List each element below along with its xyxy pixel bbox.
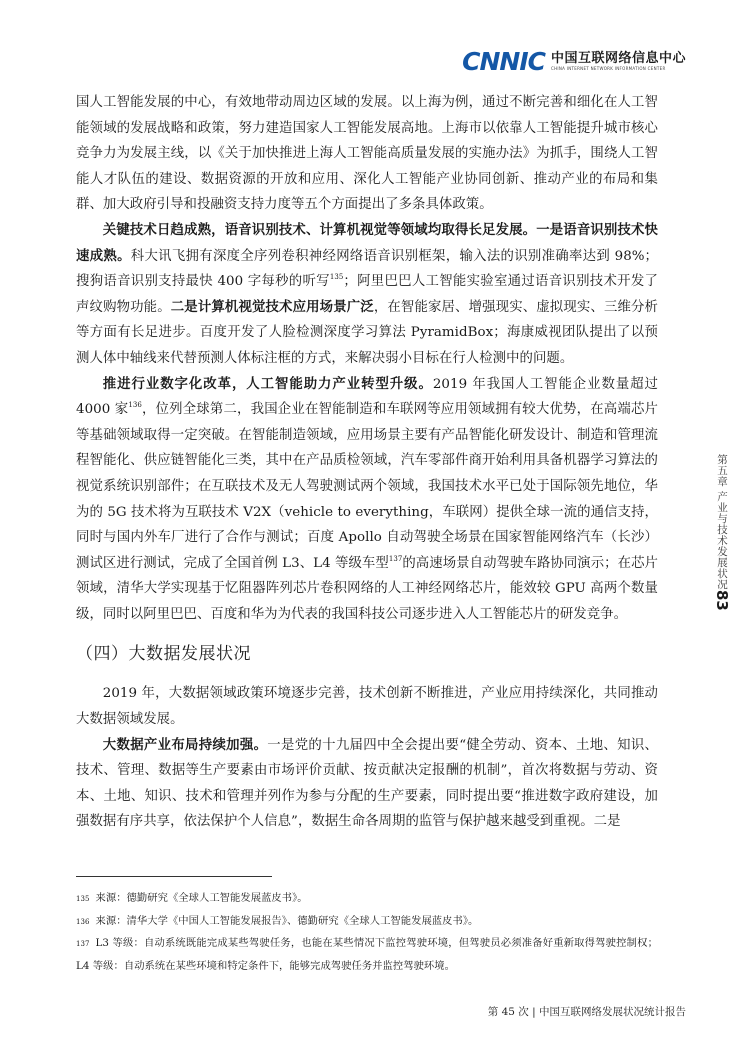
footnote-number: 135: [76, 895, 90, 903]
p2-text-3: ，在智能家居、增强现实、虚拟现实、三维分析等方面有长足进步。百度开发了人脸检测深度学习算法 PyramidBox；海康威视团队提出了以预测人体中轴线来代替预测人体标注框的方式，来解决弱小目标在行人检测中的问题。: [76, 299, 658, 366]
p3-text-1: 2019 年我国人工智能企业数量超过 4000 家: [76, 376, 658, 418]
p2-text-1: 科大讯飞拥有深度全序列卷积神经网络语音识别框架，输入法的识别准确率达到 98%；搜狗语音识别支持最快 400 字每秒的听写: [76, 248, 658, 290]
logo-english-name: CHINA INTERNET NETWORK INFORMATION CENTER: [550, 65, 666, 71]
p5-heading: 大数据产业布局持续加强。: [102, 736, 268, 753]
page-footer: 第 45 次 | 中国互联网络发展状况统计报告: [487, 1006, 686, 1018]
paragraph-4: 2019 年，大数据领域政策环境逐步完善，技术创新不断推进，产业应用持续深化，共同推动大数据领域发展。: [76, 686, 658, 728]
logo-text: [551, 51, 686, 72]
p2-heading: 关键技术日趋成熟，语音识别技术、计算机视觉等领域均取得长足发展。一是语音识别技术快速成熟。: [76, 221, 658, 264]
footnote-divider: [76, 876, 272, 877]
page-number: 83: [713, 590, 731, 611]
footnote-135: [76, 888, 658, 911]
footnotes: [76, 888, 658, 977]
cnnic-logo: [462, 44, 686, 78]
section-title: （四）大数据发展状况: [76, 644, 251, 665]
footnote-text: 来源：德勤研究《全球人工智能发展蓝皮书》。: [95, 892, 308, 904]
footnote-ref-137: 137: [388, 554, 403, 563]
paragraph-2: [76, 218, 658, 372]
paragraph-1: 国人工智能发展的中心，有效地带动周边区域的发展。以上海为例，通过不断完善和细化在人工智能领域的发展战略和政策，努力建造国家人工智能发展高地。上海市以依靠人工智能提升城市核心竞争力为发展主线，以《关于加快推进上海人工智能高质量发展的实施办法》为抓手，围绕人工智能人才队伍的建设、数据资源的开放和应用、深化人工智能产业协同创新、推动产业的布局和集群、加大政府引导和投融资支持力度等五个方面提出了多条具体政策。: [76, 95, 658, 213]
p2-subheading: 二是计算机视觉技术应用场景广泛: [170, 298, 374, 315]
logo-chinese-name: 中国互联网络信息中心: [550, 50, 686, 66]
footnote-ref-135: 135: [329, 273, 344, 282]
paragraph-5: [76, 733, 658, 835]
chapter-side-tab: 第五章 产业与技术发展状况: [716, 454, 728, 590]
p3-text-3: 的高速场景自动驾驶车路协同演示；在芯片领域，清华大学实现基于忆阻器阵列芯片卷积网络的人工神经网络芯片，能效较 GPU 高两个数量级，同时以阿里巴巴、百度和华为为代表的我国科技公司逐步进入人工智能芯片的研发竞争。: [76, 555, 658, 622]
footnote-136: [76, 911, 658, 934]
footnote-number: 137: [76, 940, 90, 948]
p3-heading: 推进行业数字化改革，人工智能助力产业转型升级。: [102, 375, 433, 392]
main-content: [76, 90, 658, 835]
p2-text-2: ；阿里巴巴人工智能实验室通过语音识别技术开发了声纹购物功能。: [76, 274, 658, 315]
logo-mark: CNNIC: [462, 46, 545, 76]
p3-text-2: ，位列全球第二，我国企业在智能制造和车联网等应用领域拥有较大优势，在高端芯片等基础领域取得一定突破。在智能制造领域，应用场景主要有产品智能化研发设计、制造和管理流程智能化、供应链智能化三类，其中在产品质检领域，汽车零部件商开始利用具备机器学习算法的视觉系统识别部件；在互联技术及无人驾驶测试两个领域，我国技术水平已处于国际领先地位，华为的 5G 技术将为互联技术 V2X（vehicle to everything，车联网）提供全球一流的通信支持，同时与国内外车厂进行了合作与测试；百度 Apollo 自动驾驶全场景在国家智能网络汽车（长沙）测试区进行测试，完成了全国首例 L3、L4 等级车型: [76, 402, 658, 571]
footnote-number: 136: [76, 917, 90, 926]
footnote-text: L3 等级：自动系统既能完成某些驾驶任务，也能在某些情况下监控驾驶环境，但驾驶员必须准备好重新取得驾驶控制权；L4 等级：自动系统在某些环境和特定条件下，能够完成驾驶任务并监控驾驶环境。: [76, 937, 658, 972]
paragraph-3: [76, 372, 658, 628]
p5-text: 一是党的十九届四中全会提出要“健全劳动、资本、土地、知识、技术、管理、数据等生产要素由市场评价贡献、按贡献决定报酬的机制”，首次将数据与劳动、资本、土地、知识、技术和管理并列作为参与分配的生产要素，同时提出要“推进数字政府建设，加强数据有序共享，依法保护个人信息”，数据生命各周期的监管与保护越来越受到重视。二是: [76, 737, 658, 830]
footnote-ref-136: 136: [128, 401, 142, 410]
footnote-137: [76, 933, 658, 977]
footnote-text: 来源：清华大学《中国人工智能发展报告》、德勤研究《全球人工智能发展蓝皮书》。: [95, 914, 479, 927]
